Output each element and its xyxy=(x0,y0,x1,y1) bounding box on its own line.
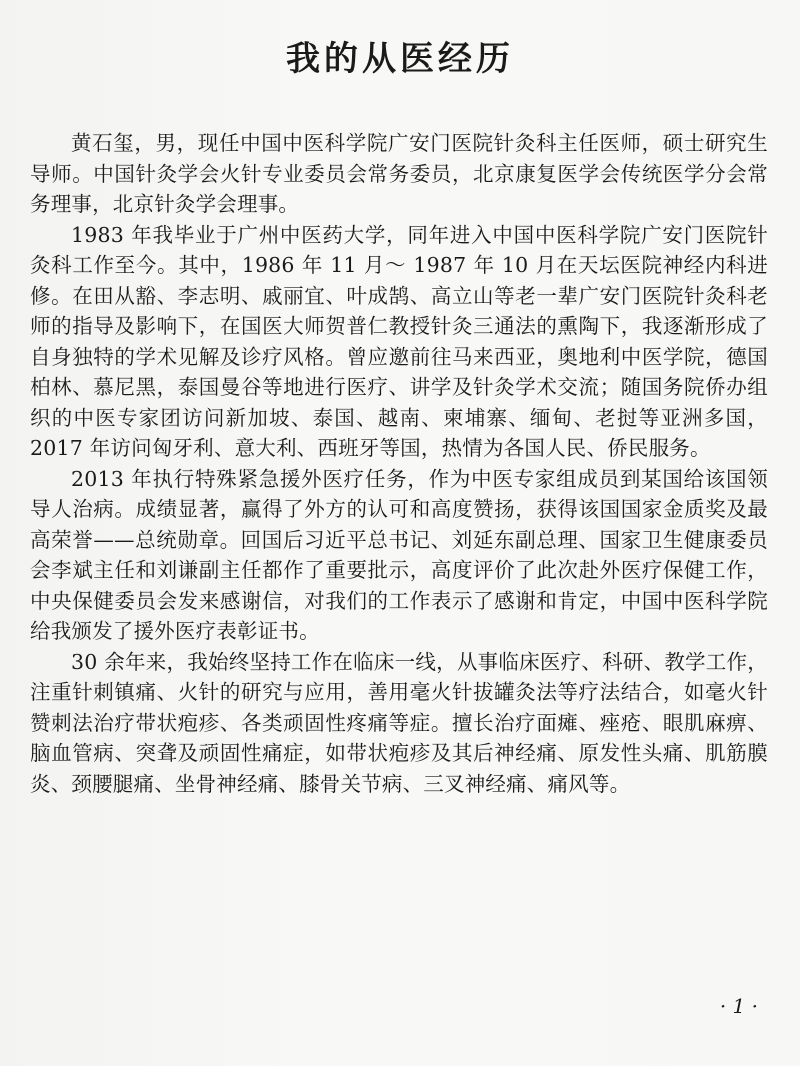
paragraph-career: 1983 年我毕业于广州中医药大学，同年进入中国中医科学院广安门医院针灸科工作至今。其中，1986 年 11 月～ 1987 年 10 月在天坛医院神经内科进修。在田从豁、李志明、戚丽宜、叶成鹄、高立山等老一辈广安门医院针灸科老师的指导及影响下，在国医大师贺普仁教授针灸三通法的熏陶下，我逐渐形成了自身独特的学术见解及诊疗风格。曾应邀前往马来西亚，奥地利中医学院，德国柏林、慕尼黑，泰国曼谷等地进行医疗、讲学及针灸学术交流；随国务院侨办组织的中医专家团访问新加坡、泰国、越南、柬埔寨、缅甸、老挝等亚洲多国，2017 年访问匈牙利、意大利、西班牙等国，热情为各国人民、侨民服务。 xyxy=(30,222,768,460)
page-title: 我的从医经历 xyxy=(286,38,514,79)
body-text xyxy=(30,128,768,799)
paragraph-mission: 2013 年执行特殊紧急援外医疗任务，作为中医专家组成员到某国给该国领导人治病。成绩显著，赢得了外方的认可和高度赞扬，获得该国国家金质奖及最高荣誉——总统勋章。回国后习近平总书记、刘延东副总理、国家卫生健康委员会李斌主任和刘谦副主任都作了重要批示，高度评价了此次赴外医疗保健工作，中央保健委员会发来感谢信，对我们的工作表示了感谢和肯定，中国中医科学院给我颁发了援外医疗表彰证书。 xyxy=(30,466,768,643)
paragraph-bio: 黄石玺，男，现任中国中医科学院广安门医院针灸科主任医师，硕士研究生导师。中国针灸学会火针专业委员会常务委员，北京康复医学会传统医学分会常务理事，北京针灸学会理事。 xyxy=(30,131,768,216)
paragraph-clinical: 30 余年来，我始终坚持工作在临床一线，从事临床医疗、科研、教学工作，注重针刺镇痛、火针的研究与应用，善用毫火针拔罐灸法等疗法结合，如毫火针赞刺法治疗带状疱疹、各类顽固性疼痛等症。擅长治疗面瘫、痤疮、眼肌麻痹、脑血管病、突聋及顽固性痛症，如带状疱疹及其后神经痛、原发性头痛、肌筋膜炎、颈腰腿痛、坐骨神经痛、膝骨关节病、三叉神经痛、痛风等。 xyxy=(30,649,768,796)
page-number: · 1 · xyxy=(719,994,758,1018)
